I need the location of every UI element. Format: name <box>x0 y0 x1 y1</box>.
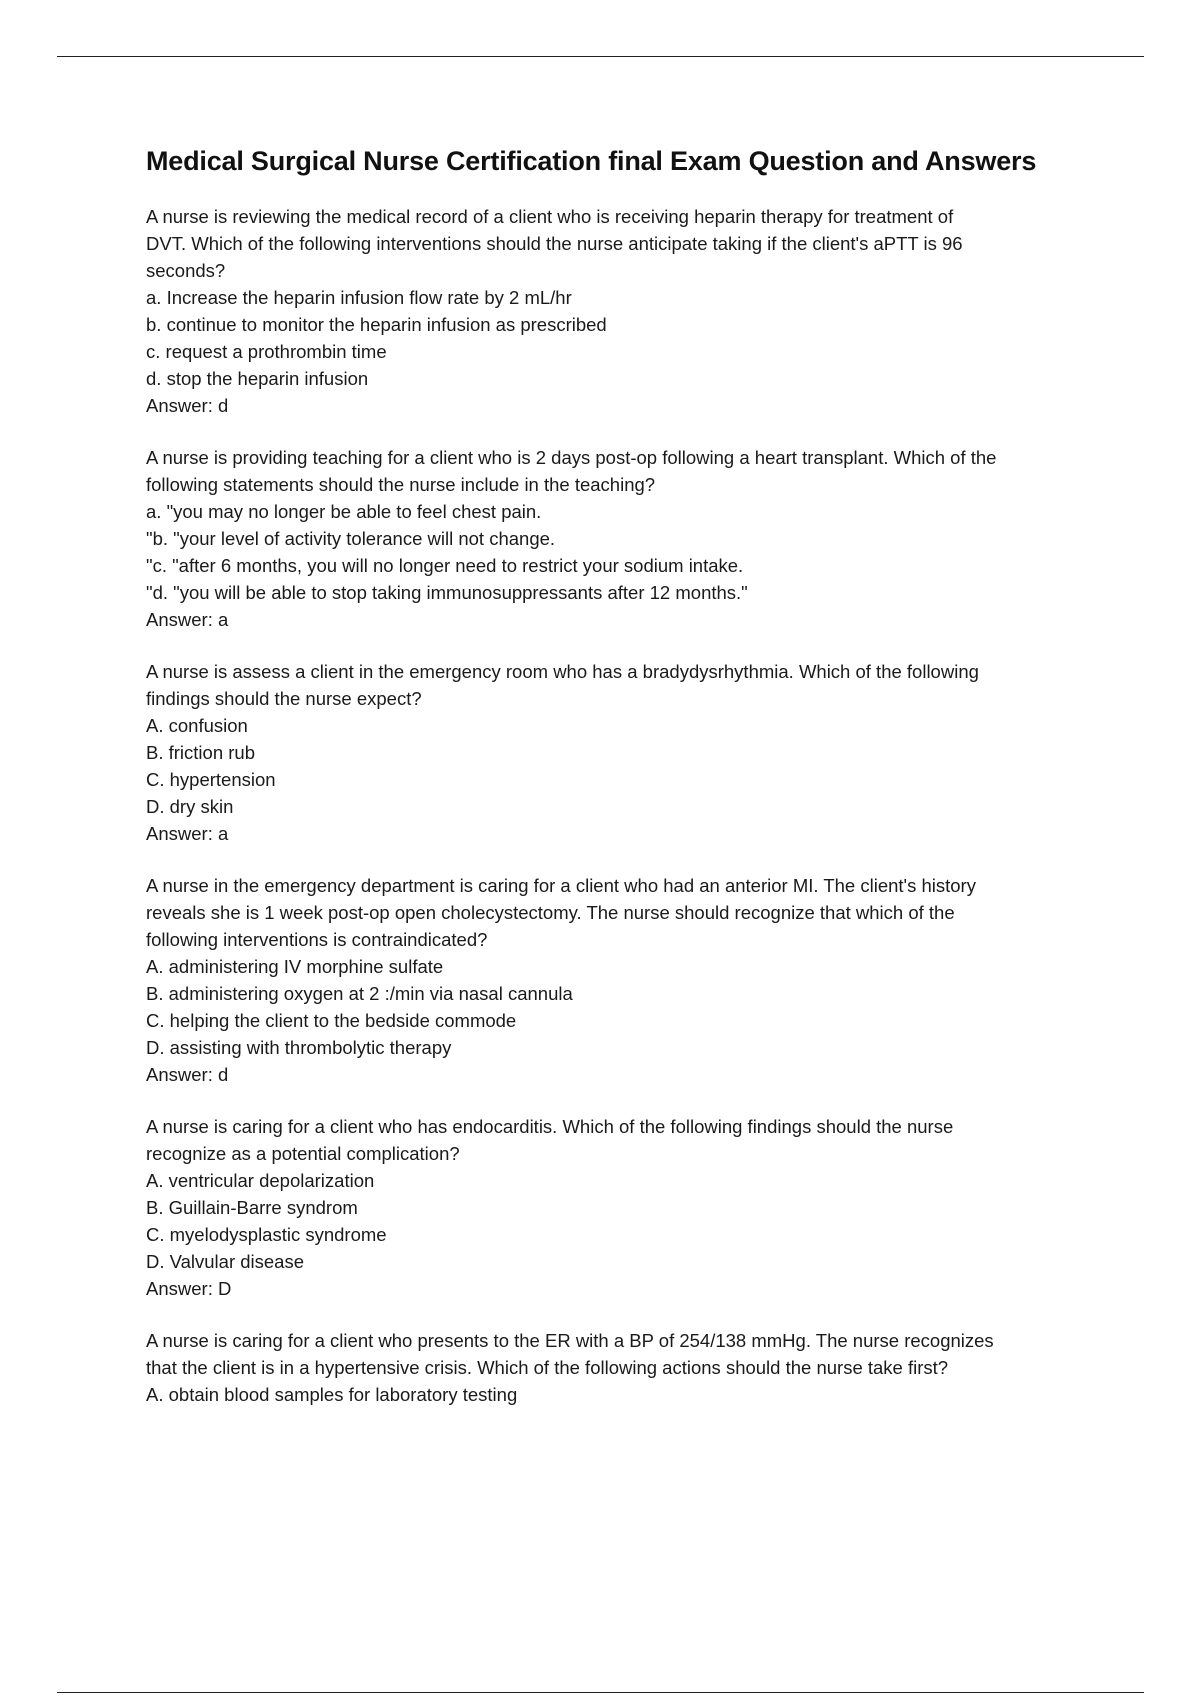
top-rule <box>57 56 1144 57</box>
stem-line: recognize as a potential complication? <box>146 1143 460 1164</box>
stem-line: A nurse is caring for a client who presents to the ER with a BP of 254/138 mmHg. The nurse recognizes <box>146 1330 994 1351</box>
answer-option: "b. "your level of activity tolerance will not change. <box>146 528 556 549</box>
answer-key: Answer: d <box>146 395 229 416</box>
document-body <box>146 146 1146 1433</box>
question-block <box>146 872 1146 1088</box>
answer-option: B. Guillain-Barre syndrom <box>146 1197 358 1218</box>
answer-option: A. ventricular depolarization <box>146 1170 375 1191</box>
question-block <box>146 444 1146 633</box>
stem-line: reveals she is 1 week post-op open cholecystectomy. The nurse should recognize that which of the <box>146 902 955 923</box>
answer-option: A. obtain blood samples for laboratory testing <box>146 1384 518 1405</box>
question-stem <box>146 203 1146 284</box>
answer-option: A. confusion <box>146 715 248 736</box>
answer-option: b. continue to monitor the heparin infusion as prescribed <box>146 314 607 335</box>
answer-option: C. hypertension <box>146 769 276 790</box>
stem-line: following statements should the nurse include in the teaching? <box>146 474 656 495</box>
question-stem <box>146 1327 1146 1381</box>
stem-line: A nurse in the emergency department is caring for a client who had an anterior MI. The client's history <box>146 875 976 896</box>
answer-key: Answer: D <box>146 1278 232 1299</box>
answer-key: Answer: a <box>146 609 229 630</box>
stem-line: findings should the nurse expect? <box>146 688 422 709</box>
stem-line: following interventions is contraindicated? <box>146 929 488 950</box>
answer-option: a. Increase the heparin infusion flow rate by 2 mL/hr <box>146 287 572 308</box>
answer-option: d. stop the heparin infusion <box>146 368 369 389</box>
answer-option: D. assisting with thrombolytic therapy <box>146 1037 452 1058</box>
stem-line: DVT. Which of the following interventions should the nurse anticipate taking if the client's aPTT is 96 <box>146 233 963 254</box>
question-stem <box>146 872 1146 953</box>
answer-option: D. Valvular disease <box>146 1251 305 1272</box>
answer-option: A. administering IV morphine sulfate <box>146 956 444 977</box>
question-block <box>146 1327 1146 1408</box>
answer-option: D. dry skin <box>146 796 234 817</box>
stem-line: A nurse is reviewing the medical record of a client who is receiving heparin therapy for treatment of <box>146 206 954 227</box>
question-block <box>146 203 1146 419</box>
stem-line: that the client is in a hypertensive crisis. Which of the following actions should the nurse take first? <box>146 1357 949 1378</box>
question-stem <box>146 444 1146 498</box>
answer-option: B. friction rub <box>146 742 255 763</box>
question-block <box>146 1113 1146 1302</box>
bottom-rule <box>57 1692 1144 1693</box>
question-stem <box>146 1113 1146 1167</box>
question-stem <box>146 658 1146 712</box>
stem-line: A nurse is providing teaching for a client who is 2 days post-op following a heart transplant. Which of the <box>146 447 997 468</box>
question-block <box>146 658 1146 847</box>
answer-key: Answer: a <box>146 823 229 844</box>
stem-line: A nurse is assess a client in the emergency room who has a bradydysrhythmia. Which of the following <box>146 661 979 682</box>
answer-option: c. request a prothrombin time <box>146 341 387 362</box>
answer-option: C. myelodysplastic syndrome <box>146 1224 387 1245</box>
answer-option: a. "you may no longer be able to feel chest pain. <box>146 501 542 522</box>
answer-key: Answer: d <box>146 1064 229 1085</box>
answer-option: "c. "after 6 months, you will no longer need to restrict your sodium intake. <box>146 555 744 576</box>
document-title: Medical Surgical Nurse Certification final Exam Question and Answers <box>146 146 1037 176</box>
stem-line: A nurse is caring for a client who has endocarditis. Which of the following findings should the nurse <box>146 1116 954 1137</box>
answer-option: "d. "you will be able to stop taking immunosuppressants after 12 months." <box>146 582 748 603</box>
answer-option: B. administering oxygen at 2 :/min via nasal cannula <box>146 983 573 1004</box>
stem-line: seconds? <box>146 260 226 281</box>
answer-option: C. helping the client to the bedside commode <box>146 1010 517 1031</box>
